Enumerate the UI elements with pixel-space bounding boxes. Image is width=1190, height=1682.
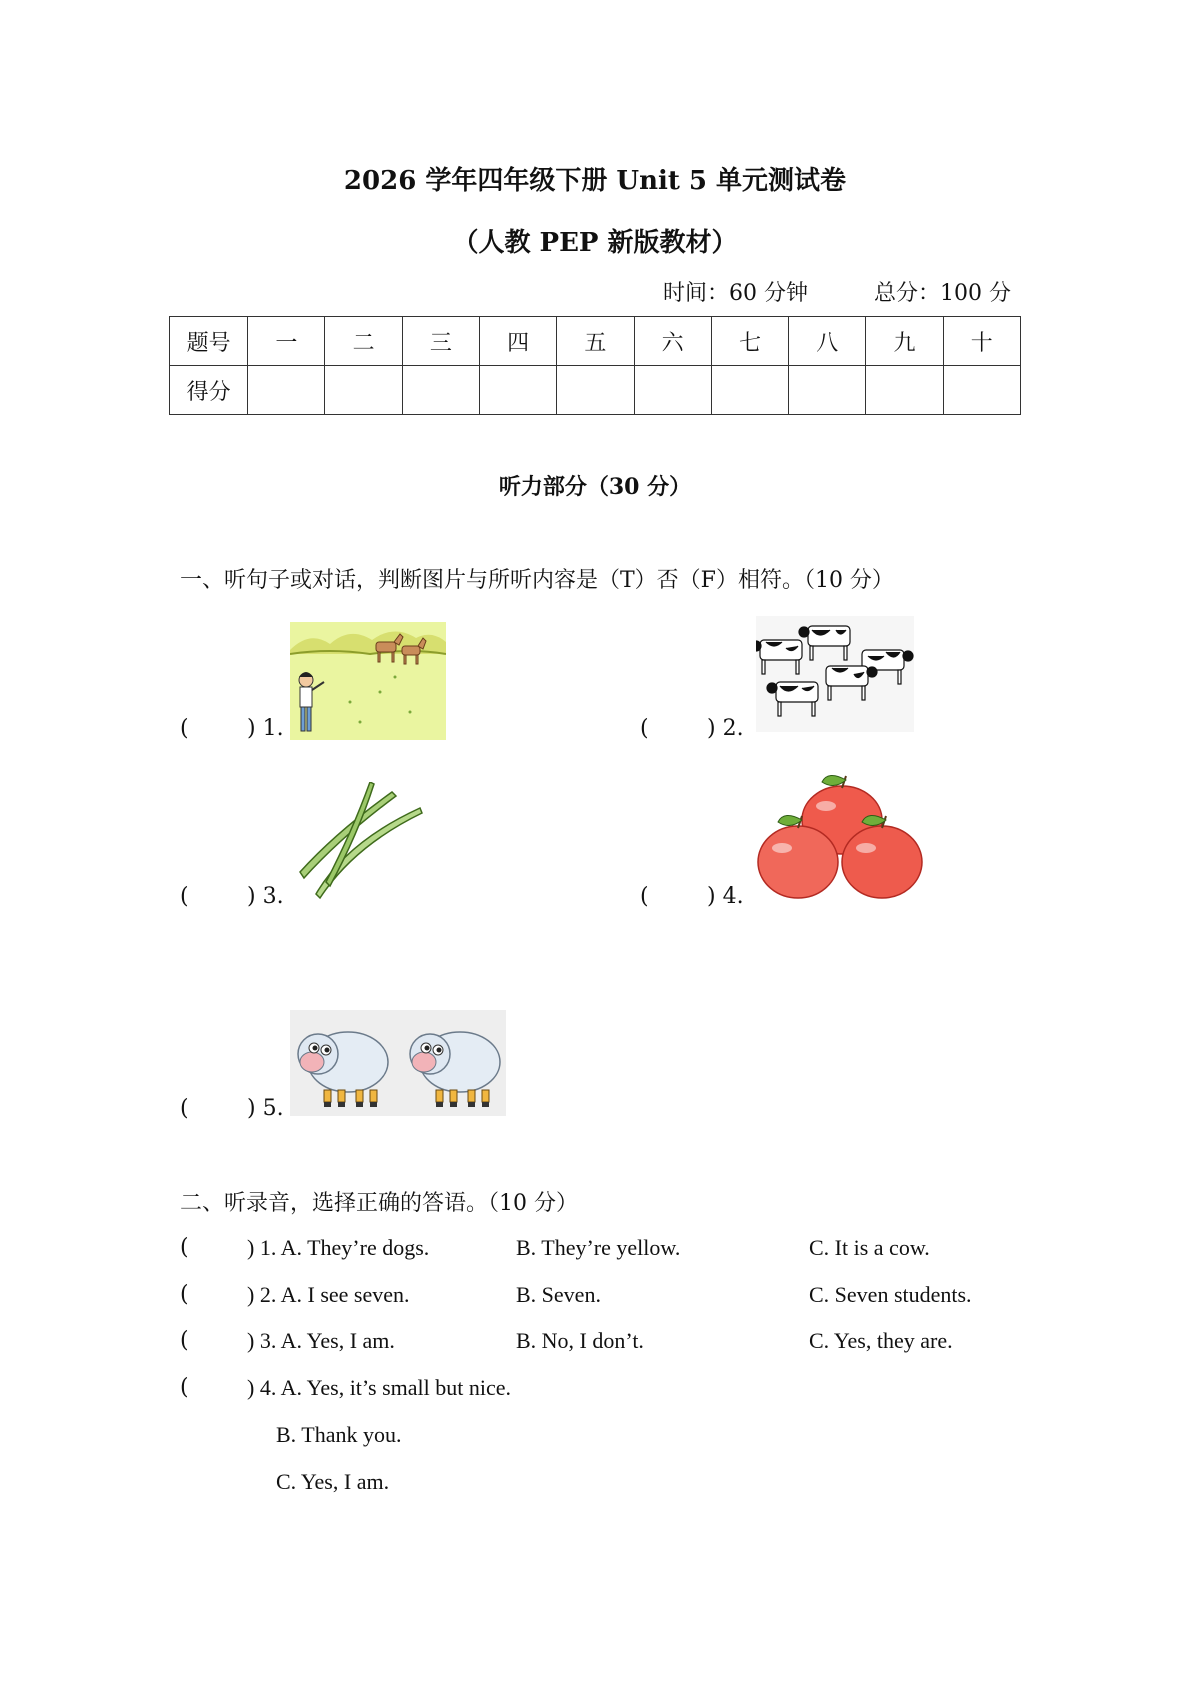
table-cell: 十 bbox=[943, 317, 1020, 366]
question-2-option-a: ) 2. A. I see seven. bbox=[247, 1282, 410, 1307]
item-number: ) 2. bbox=[707, 716, 744, 741]
listening-section-title: 听力部分（30 分） bbox=[498, 474, 692, 500]
score-entry-cell[interactable] bbox=[557, 366, 634, 415]
table-cell: 七 bbox=[711, 317, 788, 366]
question-2-option-b: B. Seven. bbox=[516, 1282, 601, 1307]
table-cell: 六 bbox=[634, 317, 711, 366]
score-entry-cell[interactable] bbox=[402, 366, 479, 415]
table-cell: 五 bbox=[557, 317, 634, 366]
answer-paren[interactable]: ( bbox=[180, 716, 189, 741]
item-number: ) 3. bbox=[247, 884, 284, 909]
answer-paren[interactable]: ( bbox=[180, 1328, 189, 1353]
score-entry-cell[interactable] bbox=[480, 366, 557, 415]
answer-paren[interactable]: ( bbox=[180, 1235, 189, 1260]
table-cell: 一 bbox=[248, 317, 325, 366]
score-table bbox=[169, 316, 1021, 415]
table-cell: 八 bbox=[789, 317, 866, 366]
question-4-option-a: ) 4. A. Yes, it’s small but nice. bbox=[247, 1375, 512, 1400]
question-2-option-c: C. Seven students. bbox=[809, 1282, 972, 1307]
time-label: 时间：60 分钟 bbox=[663, 281, 808, 306]
section1-instruction: 一、听句子或对话，判断图片与所听内容是（T）否（F）相符。（10 分） bbox=[180, 568, 894, 593]
answer-paren[interactable]: ( bbox=[640, 884, 649, 909]
item-number: ) 1. bbox=[247, 716, 284, 741]
question-3-option-b: B. No, I don’t. bbox=[516, 1328, 644, 1353]
section2-instruction: 二、听录音，选择正确的答语。（10 分） bbox=[180, 1191, 578, 1216]
score-entry-cell[interactable] bbox=[943, 366, 1020, 415]
answer-paren[interactable]: ( bbox=[180, 884, 189, 909]
score-entry-cell[interactable] bbox=[866, 366, 943, 415]
table-cell: 二 bbox=[325, 317, 402, 366]
score-entry-cell[interactable] bbox=[325, 366, 402, 415]
total-score-label: 总分：100 分 bbox=[874, 281, 1011, 306]
answer-paren[interactable]: ( bbox=[180, 1375, 189, 1400]
item-number: ) 4. bbox=[707, 884, 744, 909]
question-4-option-c: C. Yes, I am. bbox=[276, 1469, 390, 1494]
page-subtitle: （人教 PEP 新版教材） bbox=[452, 228, 738, 258]
score-table-header-row bbox=[170, 317, 1021, 366]
question-1-option-a: ) 1. A. They’re dogs. bbox=[247, 1235, 430, 1260]
score-table-score-row bbox=[170, 366, 1021, 415]
item-number: ) 5. bbox=[247, 1096, 284, 1121]
apples-image bbox=[756, 770, 926, 906]
sheep-image bbox=[290, 1010, 506, 1116]
cows-image bbox=[756, 616, 914, 732]
table-cell: 题号 bbox=[170, 317, 248, 366]
score-entry-cell[interactable] bbox=[248, 366, 325, 415]
question-1-option-b: B. They’re yellow. bbox=[516, 1235, 681, 1260]
question-4-option-b: B. Thank you. bbox=[276, 1422, 402, 1447]
table-cell: 三 bbox=[402, 317, 479, 366]
farm-horses-image bbox=[290, 622, 446, 740]
question-1-option-c: C. It is a cow. bbox=[809, 1235, 930, 1260]
table-cell: 九 bbox=[866, 317, 943, 366]
answer-paren[interactable]: ( bbox=[180, 1096, 189, 1121]
question-3-option-a: ) 3. A. Yes, I am. bbox=[247, 1328, 395, 1353]
table-cell: 得分 bbox=[170, 366, 248, 415]
table-cell: 四 bbox=[480, 317, 557, 366]
score-entry-cell[interactable] bbox=[634, 366, 711, 415]
question-3-option-c: C. Yes, they are. bbox=[809, 1328, 953, 1353]
page-title: 2026 学年四年级下册 Unit 5 单元测试卷 bbox=[343, 166, 847, 196]
answer-paren[interactable]: ( bbox=[180, 1282, 189, 1307]
green-beans-image bbox=[296, 782, 426, 902]
answer-paren[interactable]: ( bbox=[640, 716, 649, 741]
score-entry-cell[interactable] bbox=[789, 366, 866, 415]
score-entry-cell[interactable] bbox=[711, 366, 788, 415]
